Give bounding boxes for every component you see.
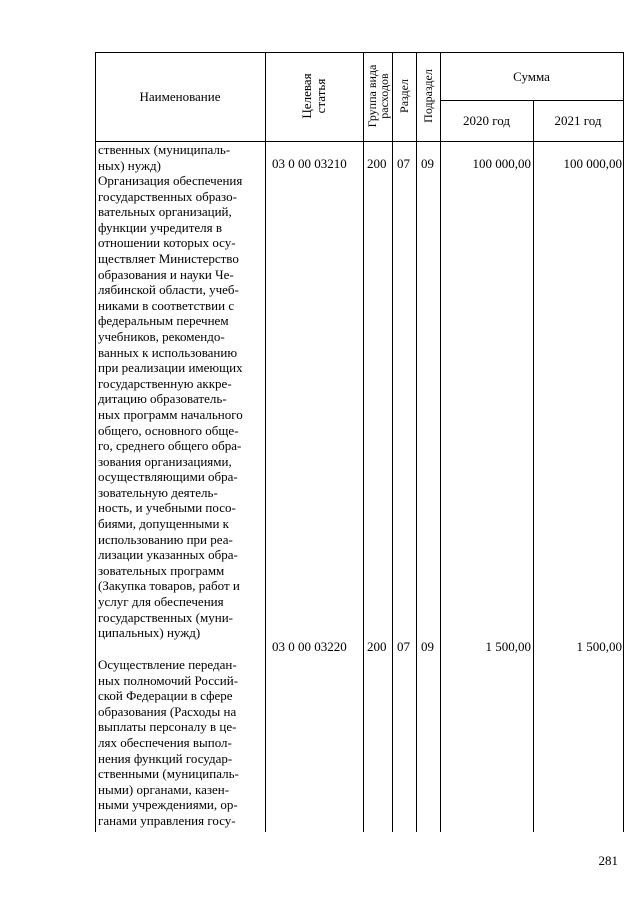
header-section [398,79,410,113]
header-year-2020: 2020 год [463,113,510,128]
row2-group: 200 [367,639,387,654]
page-number: 281 [598,853,618,868]
header-target-article-text: Целевая статья [299,73,328,119]
column-divider-group [392,52,393,832]
row2-subsection: 09 [421,639,434,654]
row1-code: 03 0 00 03210 [272,156,347,171]
header-subsection [422,69,434,123]
name-cell-delegated-powers: Осуществление передан- ных полномочий Россий- ской Федерации в сфере образования (Расходы на выплаты персоналу в це- лях обеспечения выпол- нения функций государ- ственными (муниципаль- ными) органами, казен- ными учреждениями, ор- ганами управления госу- [98,657,239,828]
column-divider-code [363,52,364,832]
header-target-article [300,56,328,136]
row2-sum-2021: 1 500,00 [576,639,622,654]
row1-group: 200 [367,156,387,171]
header-expense-group [366,54,390,138]
sum-header-divider [440,100,624,101]
row1-sum-2021: 100 000,00 [563,156,622,171]
table-border-right [623,52,624,832]
row2-section: 07 [397,639,410,654]
header-year-2021: 2021 год [554,113,602,128]
column-divider-years [533,100,534,832]
header-sum: Сумма [513,69,550,84]
row1-sum-2020: 100 000,00 [472,156,531,171]
header-expense-group-text: Группа вида расходов [365,64,391,128]
column-divider-name [265,52,266,832]
row1-subsection: 09 [421,156,434,171]
row2-code: 03 0 00 03220 [272,639,347,654]
table-border-left [95,52,96,832]
row1-section: 07 [397,156,410,171]
row2-sum-2020: 1 500,00 [485,639,531,654]
name-cell-textbooks: Организация обеспечения государственных образо- вательных организаций, функции учредителя в отношении которых осу- ществляет Министерство образования и науки Че- лябинской области, учеб- никами в соответствии с федеральным перечнем учебников, рекомендо- ванных к использованию при реализации имеющих государственную аккре- дитацию образователь- ных программ начального общего, основного обще- го, среднего общего обра- зования организациями, осуществляющими обра- зовательную деятель- ность, и учебными посо- биями, допущенными к использованию при реа- лизации указанных обра- зовательных программ (Закупка товаров, работ и услуг для обеспечения государственных (муни- ципальных) нужд) [98,173,243,641]
column-divider-section [416,52,417,832]
name-cell-continuation: ственных (муниципаль- ных) нужд) [98,142,231,173]
header-name: Наименование [139,89,221,104]
header-subsection-text: Подраздел [421,69,435,123]
table-border-top [95,52,624,53]
header-section-text: Раздел [397,79,411,113]
